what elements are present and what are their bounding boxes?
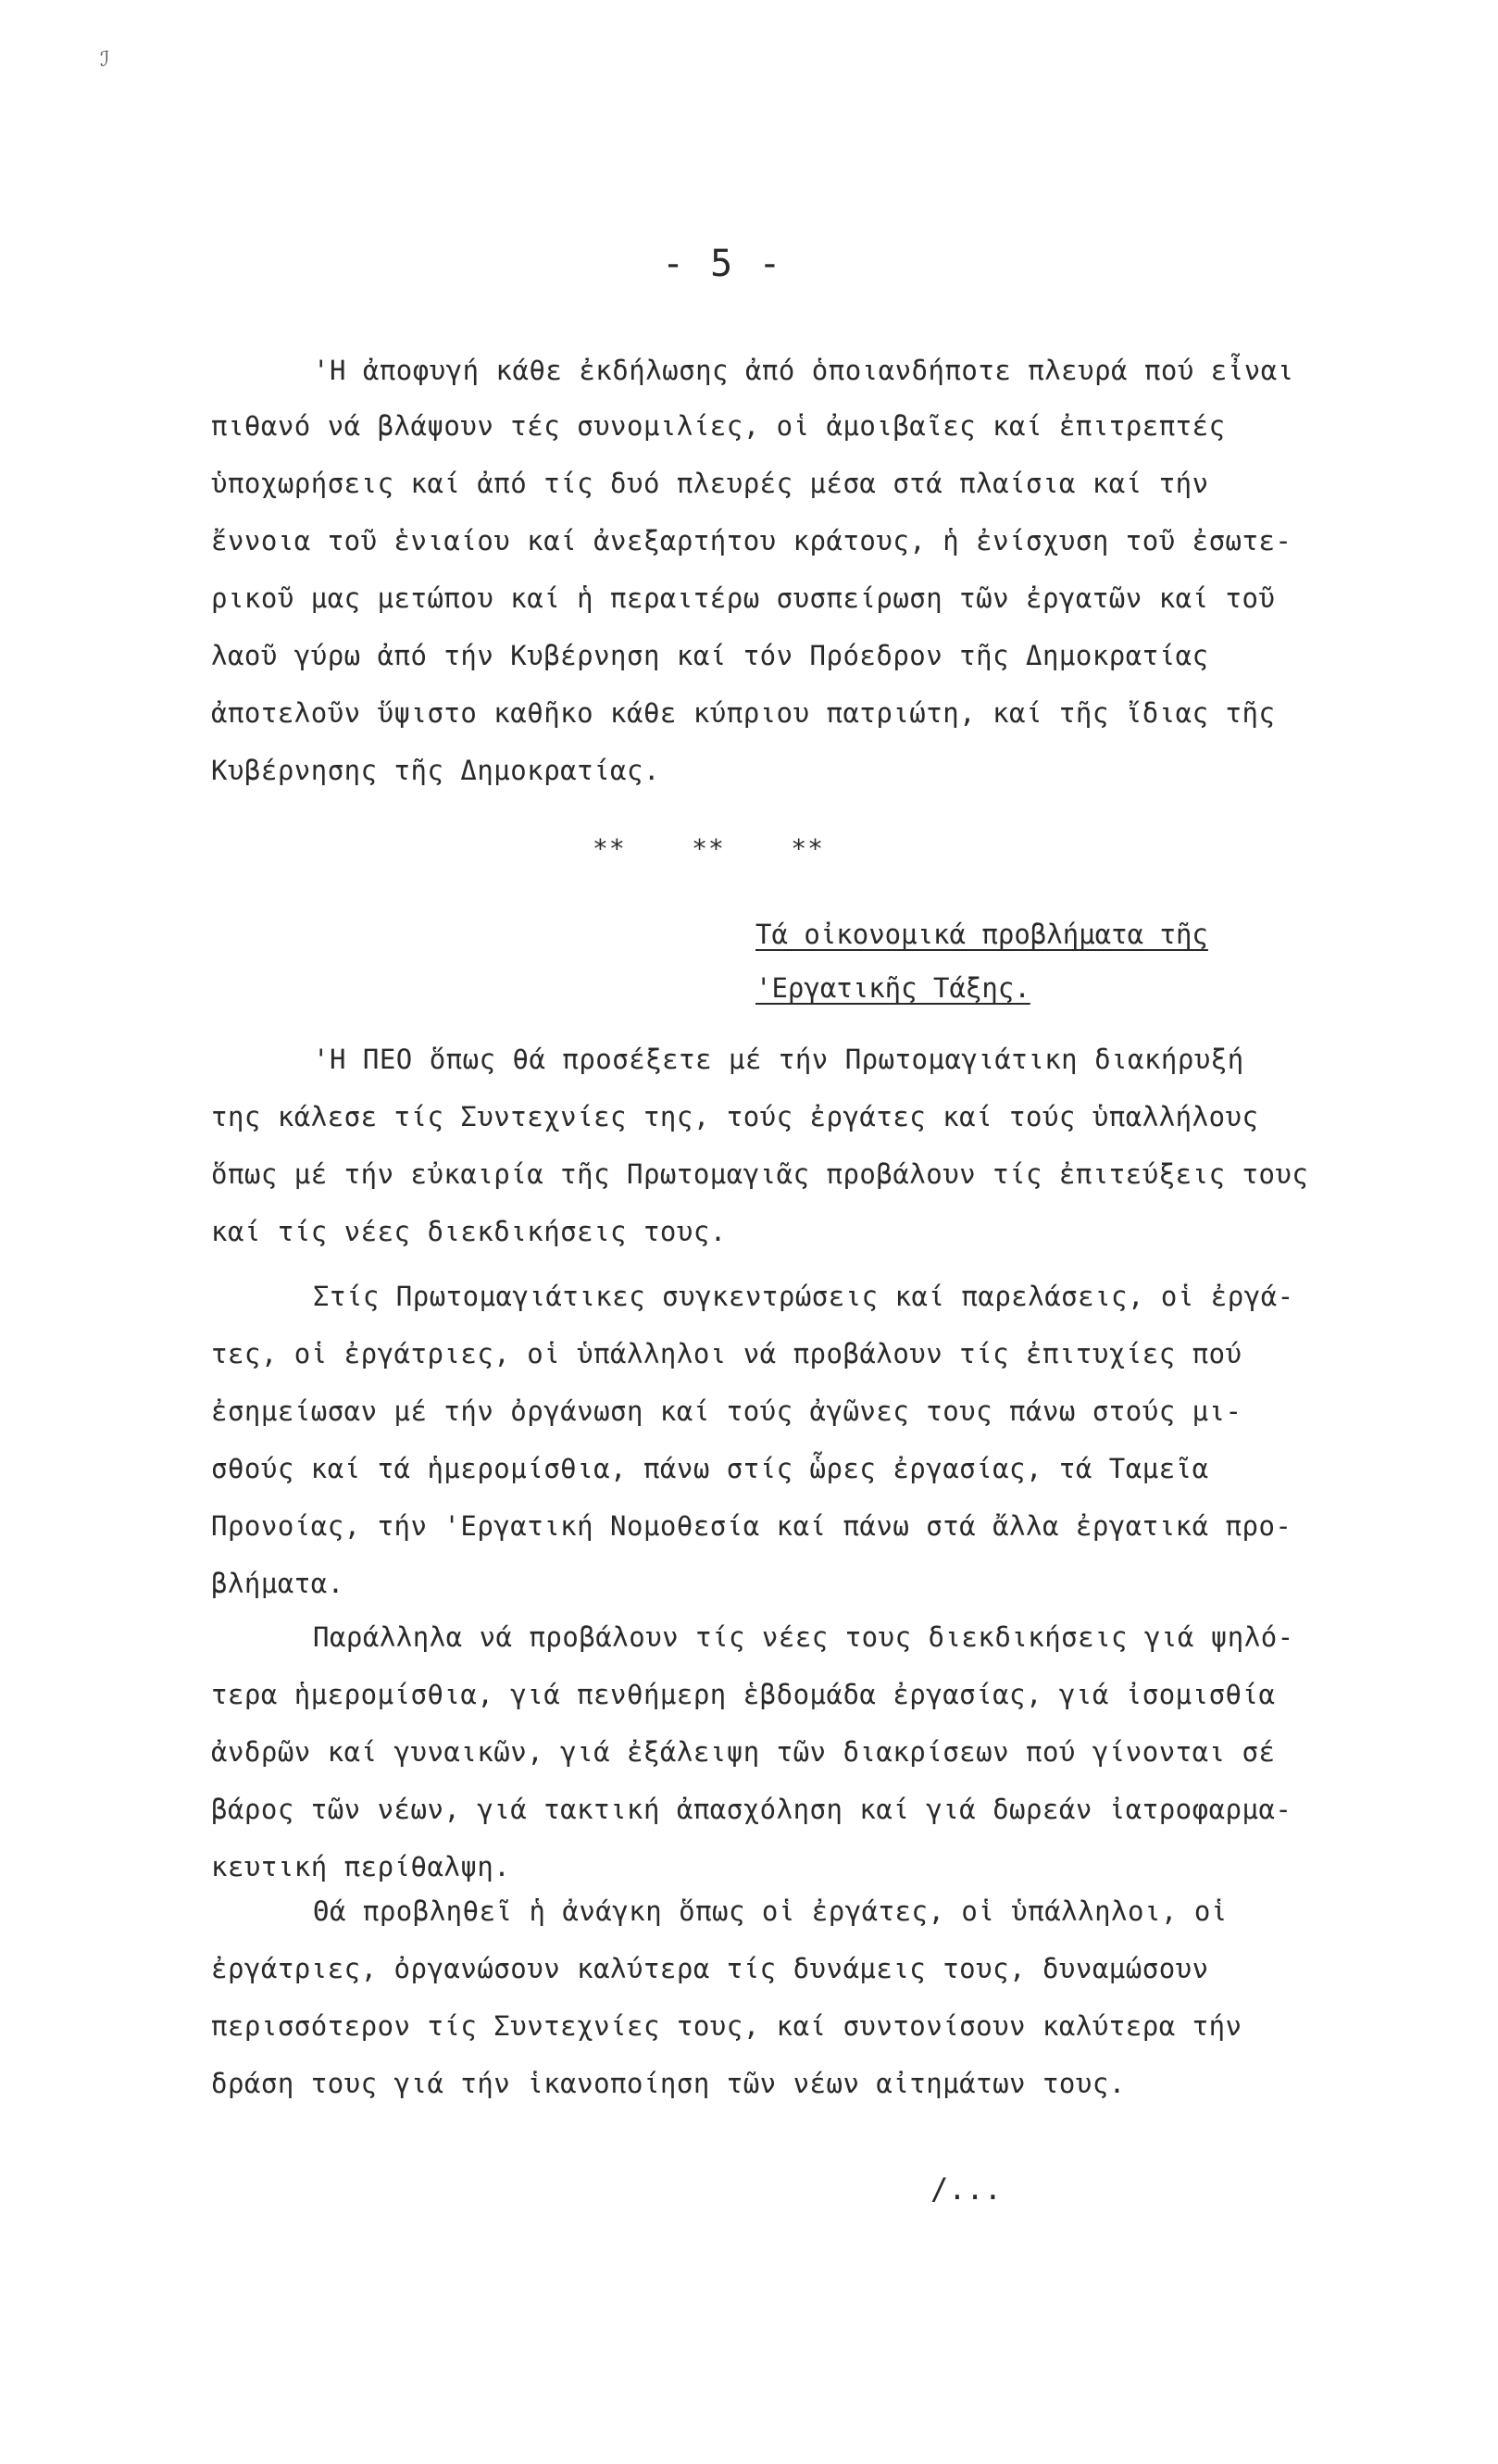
stray-mark: ℐ: [100, 48, 110, 71]
paragraph-line: λαοῦ γύρω ἀπό τήν Κυβέρνηση καί τόν Πρόεδρον τῆς Δημοκρατίας: [211, 640, 1209, 671]
paragraph-line: ρικοῦ μας μετώπου καί ἡ περαιτέρω συσπείρωση τῶν ἐργατῶν καί τοῦ: [211, 582, 1276, 614]
paragraph-line: ὅπως μέ τήν εὐκαιρία τῆς Πρωτομαγιᾶς προβάλουν τίς ἐπιτεύξεις τους: [211, 1158, 1309, 1190]
paragraph-line: ὑποχωρήσεις καί ἀπό τίς δυό πλευρές μέσα στά πλαίσια καί τήν: [211, 468, 1209, 499]
paragraph-line: ἐσημείωσαν μέ τήν ὀργάνωση καί τούς ἀγῶνες τους πάνω στούς μι-: [211, 1395, 1242, 1427]
paragraph-line: ἀνδρῶν καί γυναικῶν, γιά ἐξάλειψη τῶν διακρίσεων πού γίνονται σέ: [211, 1736, 1276, 1768]
paragraph-line: δράση τους γιά τήν ἱκανοποίηση τῶν νέων αἰτημάτων τους.: [211, 2068, 1126, 2099]
paragraph-line: ἔννοια τοῦ ἑνιαίου καί ἀνεξαρτήτου κράτους, ἡ ἐνίσχυση τοῦ ἐσωτε-: [211, 525, 1292, 557]
paragraph-line: ἀποτελοῦν ὕψιστο καθῆκο κάθε κύπριου πατριώτη, καί τῆς ἴδιας τῆς: [211, 697, 1276, 729]
paragraph-line: 'Η ΠΕΟ ὅπως θά προσέξετε μέ τήν Πρωτομαγιάτικη διακήρυξή: [313, 1044, 1244, 1075]
paragraph-line: Παράλληλα νά προβάλουν τίς νέες τους διεκδικήσεις γιά ψηλό-: [313, 1621, 1294, 1653]
paragraph-line: ἐργάτριες, ὀργανώσουν καλύτερα τίς δυνάμεις τους, δυναμώσουν: [211, 1953, 1209, 1984]
paragraph-line: Θά προβληθεῖ ἡ ἀνάγκη ὅπως οἱ ἐργάτες, οἱ ὑπάλληλοι, οἱ: [313, 1895, 1228, 1927]
paragraph-line: περισσότερον τίς Συντεχνίες τους, καί συντονίσουν καλύτερα τήν: [211, 2010, 1242, 2042]
page-number: - 5 -: [662, 243, 783, 285]
paragraph-line: της κάλεσε τίς Συντεχνίες της, τούς ἐργάτες καί τούς ὑπαλλήλους: [211, 1101, 1259, 1132]
paragraph-line: σθούς καί τά ἡμερομίσθια, πάνω στίς ὧρες ἐργασίας, τά Ταμεῖα: [211, 1453, 1209, 1484]
heading-line-2: 'Εργατικῆς Τάξης.: [755, 972, 1030, 1004]
paragraph-line: πιθανό νά βλάψουν τές συνομιλίες, οἱ ἀμοιβαῖες καί ἐπιτρεπτές: [211, 410, 1226, 442]
paragraph-line: τες, οἱ ἐργάτριες, οἱ ὑπάλληλοι νά προβάλουν τίς ἐπιτυχίες πού: [211, 1338, 1242, 1370]
paragraph-line: Κυβέρνησης τῆς Δημοκρατίας.: [211, 755, 660, 786]
paragraph-line: βάρος τῶν νέων, γιά τακτική ἀπασχόληση καί γιά δωρεάν ἰατροφαρμα-: [211, 1794, 1292, 1825]
heading-line-1: Τά οἰκονομικά προβλήματα τῆς: [755, 919, 1208, 950]
paragraph-line: Στίς Πρωτομαγιάτικες συγκεντρώσεις καί παρελάσεις, οἱ ἐργά-: [313, 1281, 1294, 1312]
paragraph-line: Προνοίας, τήν 'Εργατική Νομοθεσία καί πάνω στά ἄλλα ἐργατικά προ-: [211, 1510, 1292, 1542]
paragraph-line: κευτική περίθαλψη.: [211, 1851, 511, 1882]
paragraph-line: 'Η ἀποφυγή κάθε ἐκδήλωσης ἀπό ὁποιανδήποτε πλευρά πού εἶναι: [313, 355, 1294, 386]
paragraph-line: τερα ἡμερομίσθια, γιά πενθήμερη ἑβδομάδα ἐργασίας, γιά ἰσομισθία: [211, 1679, 1276, 1710]
section-separator: ** ** **: [593, 833, 825, 864]
paragraph-line: βλήματα.: [211, 1568, 344, 1599]
continuation-mark: /...: [930, 2171, 1003, 2207]
paragraph-line: καί τίς νέες διεκδικήσεις τους.: [211, 1216, 727, 1247]
